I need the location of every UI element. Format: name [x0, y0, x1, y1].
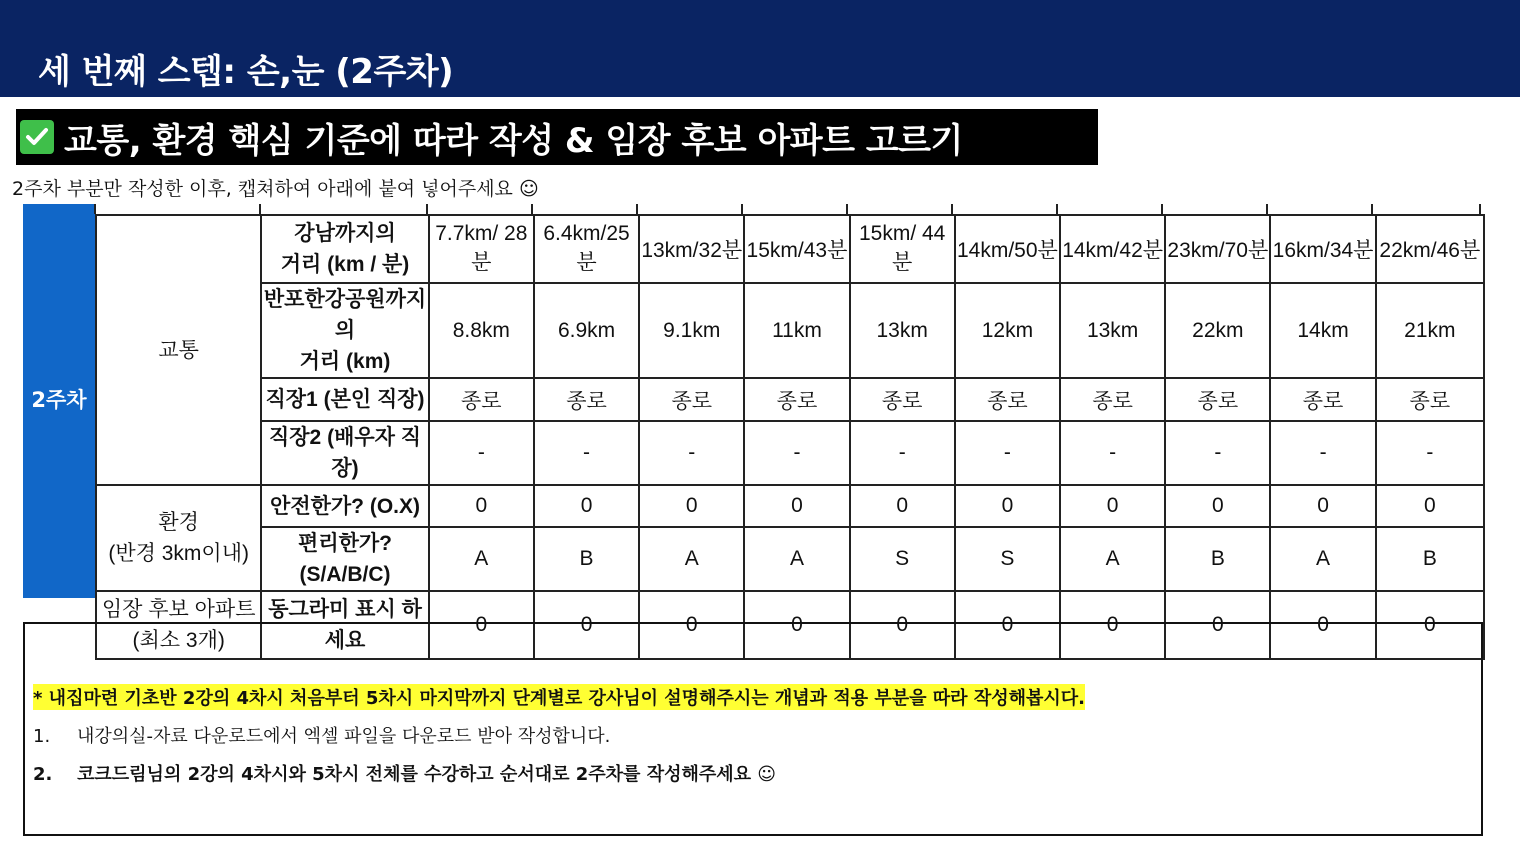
table-cell: 14km/42분: [1060, 215, 1165, 283]
category-traffic: 교통: [96, 215, 261, 485]
table-cell: 0: [1165, 485, 1270, 527]
week-label: 2주차: [31, 388, 87, 412]
category-environment: [96, 485, 261, 591]
criteria-table: [95, 214, 1485, 660]
week-column: [23, 204, 95, 598]
criterion-job1: 직장1 (본인 직장): [261, 378, 428, 421]
table-cell: A: [1270, 527, 1375, 591]
table-cell: B: [1165, 527, 1270, 591]
criterion-circle: 동그라미 표시 하세요: [261, 591, 428, 659]
column-tick: [1266, 204, 1268, 214]
table-cell: 7.7km/ 28분: [429, 215, 534, 283]
table-cell: 종로: [639, 378, 744, 421]
table-cell: 0: [955, 485, 1060, 527]
table-cell: 종로: [955, 378, 1060, 421]
table-cell: -: [744, 421, 849, 485]
column-tick: [846, 204, 848, 214]
criterion-text: 거리 (km / 분): [280, 253, 410, 276]
table-cell: 0: [850, 485, 955, 527]
table-cell: 0: [1060, 591, 1165, 659]
criterion-convenient: 편리한가? (S/A/B/C): [261, 527, 428, 591]
table-row: [96, 378, 1484, 421]
table-cell: -: [1060, 421, 1165, 485]
category-text: 임장 후보 아파트: [101, 598, 256, 621]
table-cell: 15km/43분: [744, 215, 849, 283]
table-cell: 22km: [1165, 283, 1270, 378]
table-cell: 0: [1270, 591, 1375, 659]
criterion-text: 강남까지의: [294, 222, 396, 245]
table-cell: -: [1270, 421, 1375, 485]
table-cell: 종로: [1165, 378, 1270, 421]
table-cell: 14km: [1270, 283, 1375, 378]
table-cell: 종로: [850, 378, 955, 421]
note-text: 내강의실-자료 다운로드에서 엑셀 파일을 다운로드 받아 작성합니다.: [77, 726, 611, 747]
table-row: [96, 215, 1484, 283]
column-tick: [259, 204, 261, 214]
table-row: [96, 527, 1484, 591]
table-cell: 23km/70분: [1165, 215, 1270, 283]
table-cell: 12km: [955, 283, 1060, 378]
category-text: (반경 3km이내): [108, 542, 249, 565]
table-cell: 0: [850, 591, 955, 659]
table-row: [96, 421, 1484, 485]
column-tick: [426, 204, 428, 214]
table-cell: 0: [639, 485, 744, 527]
table-cell: 13km: [1060, 283, 1165, 378]
table-cell: -: [1165, 421, 1270, 485]
table-cell: 종로: [429, 378, 534, 421]
table-cell: 0: [1270, 485, 1375, 527]
column-tick: [1161, 204, 1163, 214]
note-number: 1.: [33, 726, 51, 747]
table-cell: 0: [429, 591, 534, 659]
table-cell: A: [1060, 527, 1165, 591]
table-cell: 15km/ 44분: [850, 215, 955, 283]
table-cell: B: [534, 527, 639, 591]
table-cell: 0: [429, 485, 534, 527]
criterion-text: 거리 (km): [299, 350, 391, 373]
table-cell: A: [639, 527, 744, 591]
table-cell: 16km/34분: [1270, 215, 1375, 283]
table-cell: -: [955, 421, 1060, 485]
table-cell: 0: [534, 485, 639, 527]
table-cell: 6.9km: [534, 283, 639, 378]
column-tick: [1056, 204, 1058, 214]
table-cell: 종로: [1060, 378, 1165, 421]
table-cell: 8.8km: [429, 283, 534, 378]
criterion-job2: 직장2 (배우자 직장): [261, 421, 428, 485]
week2-table-image: [23, 204, 1485, 652]
table-cell: -: [639, 421, 744, 485]
checkmark-icon: [20, 120, 54, 154]
table-row: [96, 283, 1484, 378]
category-text: (최소 3개): [132, 629, 225, 652]
table-cell: A: [429, 527, 534, 591]
table-cell: 13km/32분: [639, 215, 744, 283]
column-tick: [951, 204, 953, 214]
column-tick: [94, 204, 96, 214]
banner-title: 교통, 환경 핵심 기준에 따라 작성 & 임장 후보 아파트 고르기: [64, 120, 963, 161]
criterion-safe: 안전한가? (O.X): [261, 485, 428, 527]
table-cell: 0: [955, 591, 1060, 659]
table-row: [96, 485, 1484, 527]
table-cell: 0: [1060, 485, 1165, 527]
table-cell: 9.1km: [639, 283, 744, 378]
category-text: 환경: [158, 511, 199, 534]
table-cell: 11km: [744, 283, 849, 378]
instruction-text: 2주차 부분만 작성한 이후, 캡쳐하여 아래에 붙여 넣어주세요 ☺: [12, 178, 539, 200]
criterion-text: 반포한강공원까지의: [263, 288, 427, 342]
section-banner: [16, 109, 1098, 165]
table-cell: 22km/46분: [1376, 215, 1484, 283]
column-tick: [636, 204, 638, 214]
table-cell: -: [1376, 421, 1484, 485]
criterion-gangnam: [261, 215, 428, 283]
table-cell: 0: [744, 485, 849, 527]
table-cell: 14km/50분: [955, 215, 1060, 283]
table-cell: -: [534, 421, 639, 485]
table-cell: 0: [639, 591, 744, 659]
column-tick: [741, 204, 743, 214]
notes-box: [23, 622, 1483, 836]
table-cell: 6.4km/25분: [534, 215, 639, 283]
table-cell: 0: [1376, 485, 1484, 527]
criterion-banpo: [261, 283, 428, 378]
table-cell: S: [955, 527, 1060, 591]
column-tick: [1479, 204, 1481, 214]
note-item-1: [33, 722, 610, 748]
table-cell: 종로: [1376, 378, 1484, 421]
column-tick: [1371, 204, 1373, 214]
table-cell: S: [850, 527, 955, 591]
column-tick: [531, 204, 533, 214]
table-cell: 종로: [1270, 378, 1375, 421]
table-cell: 0: [1165, 591, 1270, 659]
highlighted-note: * 내집마련 기초반 2강의 4차시 처음부터 5차시 마지막까지 단계별로 강사님이 설명해주시는 개념과 적용 부분을 따라 작성해봅시다.: [33, 684, 1085, 710]
header-bar: [0, 0, 1520, 97]
table-cell: 종로: [744, 378, 849, 421]
table-cell: 0: [534, 591, 639, 659]
table-cell: A: [744, 527, 849, 591]
note-text: 코크드림님의 2강의 4차시와 5차시 전체를 수강하고 순서대로 2주차를 작성해주세요 ☺: [77, 764, 777, 785]
table-cell: 종로: [534, 378, 639, 421]
table-cell: 13km: [850, 283, 955, 378]
note-number: 2.: [33, 764, 53, 785]
table-cell: B: [1376, 527, 1484, 591]
table-cell: 0: [744, 591, 849, 659]
table-cell: -: [850, 421, 955, 485]
table-cell: 0: [1376, 591, 1484, 659]
note-item-2: [33, 760, 776, 786]
table-cell: -: [429, 421, 534, 485]
table-cell: 21km: [1376, 283, 1484, 378]
page-title: 세 번째 스텝: 손,눈 (2주차): [38, 52, 454, 92]
